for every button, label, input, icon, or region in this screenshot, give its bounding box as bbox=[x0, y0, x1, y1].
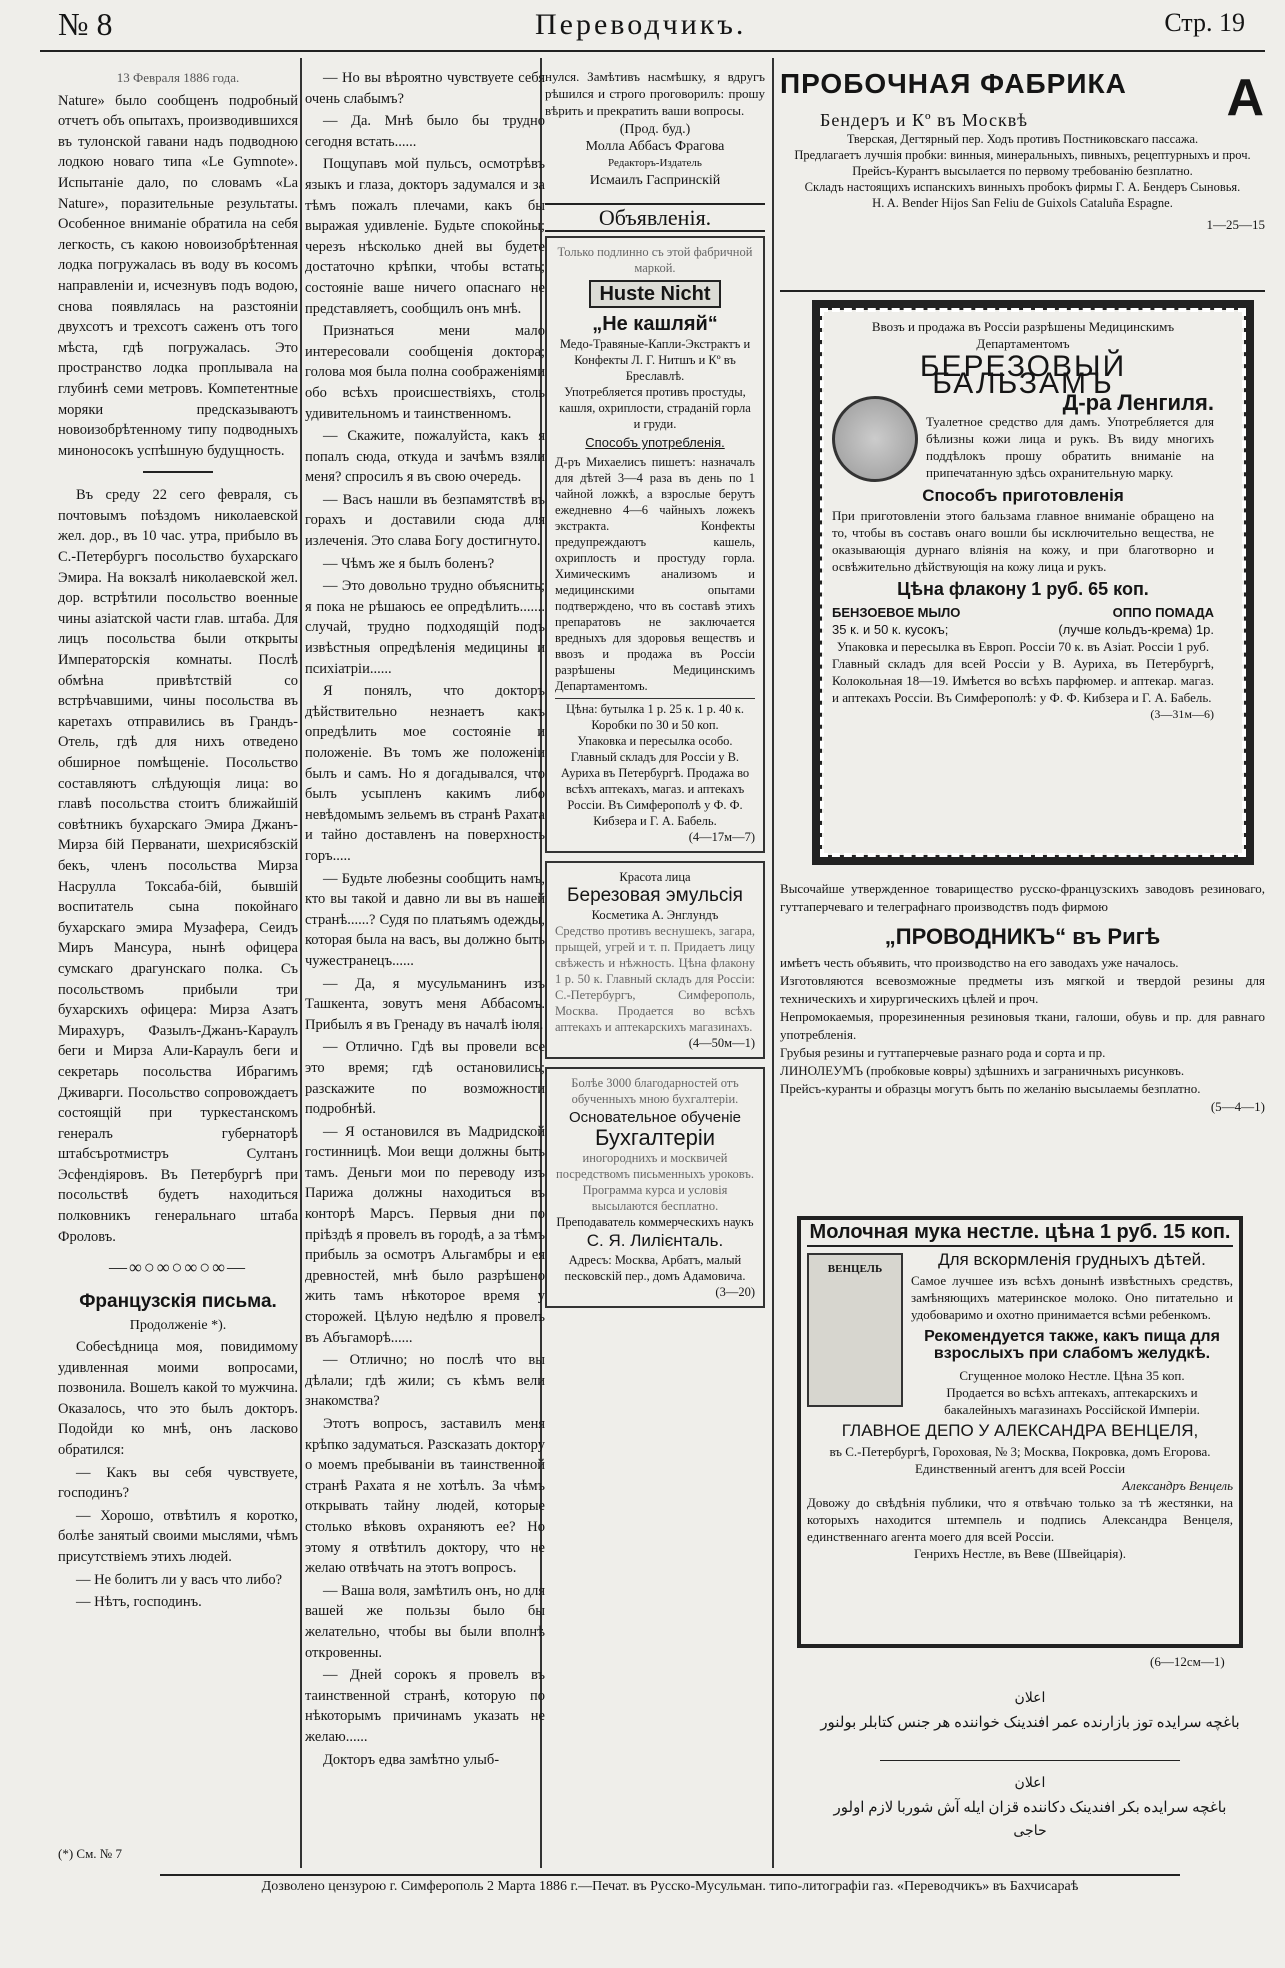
ad-condensed: Сгущенное молоко Нестле. Цѣна 35 коп. bbox=[959, 1368, 1185, 1383]
publisher-name: Исмаилъ Гаспринскій bbox=[589, 173, 721, 188]
story-paragraph: — Отлично. Гдѣ вы провели все это время; гдѣ остановились; разскажите по возможности подробнѣй. bbox=[305, 1039, 545, 1118]
story-paragraph: — Я остановился въ Мадридской гостинницѣ. Мои вещи должны быть тамъ. Деньги мои по переводу изъ Парижа должны находиться въ конторѣ Марсъ. Первыя дни по пріѣздѣ я провелъ въ городѣ, а за тѣмъ прибыль за осмотръ Альгамбры и ея древностей, мнѣ было разрѣшено жить тамъ нѣкоторое время у сторожей. Цѣлую недѣлю я провелъ въ Абъгаморѣ...... bbox=[305, 1123, 545, 1346]
ad-title-line1: Основательное обученіе bbox=[568, 1109, 742, 1126]
story-paragraph: Я понялъ, что докторъ дѣйствительно незнаетъ какъ опредѣлить мое состояніе и положеніе. Въ томъ же положеніи былъ и самъ. Но я догадывался, что былъ усыпленъ какимъ либо невѣдомымъ зельемъ въ странѣ Рахата и тайно доставленъ на поверхность горъ..... bbox=[305, 683, 545, 864]
dialogue-line: — Хорошо, отвѣтилъ я коротко, болѣе занятый своими мыслями, чѣмъ присутствіемъ этихъ людей. bbox=[58, 1507, 298, 1565]
ad-subtitle: Способъ употребленія. bbox=[585, 435, 725, 450]
story-paragraph: — Будьте любезны сообщить намъ, кто вы такой и давно ли вы въ нашей странѣ......? Судя по платьямъ одежды, которая была на васъ, вы должно быть чужестранецъ...... bbox=[305, 870, 545, 969]
story-paragraph: — Да. Мнѣ было бы трудно сегодня встать...... bbox=[305, 113, 545, 150]
ad-subtitle: Для вскормленія грудныхъ дѣтей. bbox=[938, 1250, 1206, 1269]
ad-pomade-price: (лучше кольдъ-крема) 1р. bbox=[1058, 622, 1214, 637]
ad-products bbox=[832, 604, 1214, 621]
ad-line: Прейсъ-куранты и образцы могутъ быть по желанію высылаемы безплатно. bbox=[780, 1081, 1201, 1096]
ad-maker: Косметика А. Энглундъ bbox=[591, 908, 719, 922]
ad-body: иногороднихъ и москвичей посредствомъ письменныхъ уроковъ. Программа курса и условія высылаются бесплатно. bbox=[556, 1151, 754, 1213]
ad-product-prices bbox=[832, 621, 1214, 638]
ad-body: Туалетное средство для дамъ. Употребляется для бѣлизны кожи лица и рукъ. Въ виду многихъ поддѣлокъ прошу обратить вниманіе на припечатанную здѣсь охранительную марку. bbox=[926, 414, 1214, 480]
ad-note: Ввозъ и продажа въ Россіи разрѣшены Медицинскимъ Департаментомъ bbox=[871, 319, 1175, 351]
ad-sold: Продается во всѣхъ аптекахъ, аптекарскихъ и бакалейныхъ магазинахъ Россійской Имперіи. bbox=[944, 1385, 1200, 1417]
ad-rule bbox=[880, 1760, 1180, 1761]
column-divider-3 bbox=[772, 58, 774, 1868]
ad-provodnik-title: „ПРОВОДНИКЪ“ въ Ригѣ bbox=[884, 924, 1161, 949]
ad-depot: Главный складъ для всей Россіи у В. Ауриха, въ Петербургѣ, Колокольная 18—19. Имѣется во всѣхъ парфюмер. и аптекар. магаз. и аптекахъ Россіи. Въ Симферополѣ: у Ф. Ф. Кибзера и Г. А. Бабель. bbox=[832, 656, 1214, 705]
can-label: ВЕНЦЕЛЬ bbox=[827, 1263, 883, 1275]
story-paragraph: Пощупавъ мой пульсъ, осмотрѣвъ языкъ и глаза, докторъ задумался и за тѣмъ пожалъ плечами, какъ бы выражая удивленіе. Будьте спокойны; черезъ нѣсколько дней вы будете достаточно крѣпки, чтобы встать; состояніе ваше ничего опаснаго не представляетъ, сообщилъ онъ мнѣ. bbox=[305, 156, 545, 317]
story-continuation: нулся. Замѣтивъ насмѣшку, я вдругъ рѣшился и строго проговорилъ: прошу вѣрить и прекратить ваши вопросы. bbox=[545, 69, 765, 118]
ad-depot: ГЛАВНОЕ ДЕПО У АЛЕКСАНДРА ВЕНЦЕЛЯ, bbox=[841, 1421, 1199, 1440]
ad-price: Цѣна флакону 1 руб. 65 коп. bbox=[897, 579, 1149, 599]
ad-line: Грубыя резины и гуттаперчевые разнаго рода и сорта и пр. bbox=[780, 1045, 1106, 1060]
dialogue-line: — Не болитъ ли у васъ что либо? bbox=[76, 1571, 283, 1588]
ad-intro: Высочайше утвержденное товарищество русско-французскихъ заводовъ резиноваго, гуттаперчеваго и телеграфнаго производствъ подъ фирмою bbox=[780, 881, 1265, 914]
header-rule bbox=[40, 50, 1265, 52]
nestle-can-image bbox=[807, 1253, 903, 1407]
ad-packing: Упаковка и пересылка особо. bbox=[577, 734, 733, 748]
story-paragraph: Этотъ вопросъ, заставилъ меня крѣпко задуматься. Разсказать доктору о моемъ пребываніи въ таинственной странѣ Рахата я не хотѣлъ. За чѣмъ открывать тайну людей, которые столько вѣковъ охраняютъ ее? Но этому я отвѣтилъ доктору, что не желаю отвѣчать на этотъ вопросъ. bbox=[305, 1416, 545, 1577]
story-paragraph: — Это довольно трудно объяснить; я пока не рѣшаюсь ее опредѣлить....... случай, трудно подходящій подъ извѣстныя опредѣленія медицины и психіатріи...... bbox=[305, 578, 545, 677]
ad-huste-nicht bbox=[545, 236, 765, 853]
ad-description: Медо-Травяные-Капли-Экстрактъ и Конфекты Л. Г. Нитшъ и Кº въ Бреславлѣ. bbox=[559, 337, 751, 383]
issue-number: № 8 bbox=[58, 6, 113, 42]
date-line: 13 Февраля 1886 года. bbox=[116, 70, 240, 85]
ad-soap-price: 35 к. и 50 к. кусокъ; bbox=[832, 622, 949, 637]
ad-teacher-name: С. Я. Лилієнталь. bbox=[586, 1231, 724, 1250]
ad-line: Изготовляются всевозможные предметы изъ мягкой и твердой резины для техническихъ и хирургическихъ цѣлей и проч. bbox=[780, 973, 1265, 1006]
story-paragraph: Докторъ едва замѣтно улыб- bbox=[323, 1751, 500, 1768]
ad-address: въ С.-Петербургѣ, Гороховая, № 3; Москва, Покровка, домъ Егорова. bbox=[829, 1444, 1211, 1459]
ad-title-line2: Бухгалтеріи bbox=[594, 1125, 716, 1150]
ad-body: Средство противъ веснушекъ, загара, прыщей, угрей и т. п. Придаетъ лицу свѣжесть и нѣжность. Цѣна флакону 1 р. 50 к. Главный складъ для Россіи: С.-Петербургъ, Симферополь, Москва. Продается во всѣхъ аптекахъ и аптекарскихъ магазинахъ. bbox=[555, 924, 755, 1034]
censorship-imprint: Дозволено цензурою г. Симферополь 2 Марта 1886 г.—Печат. въ Русско-Мусульман. типо-литографіи газ. «Переводчикъ» въ Бахчисараѣ bbox=[160, 1874, 1180, 1895]
ad-note: Только подлинно съ этой фабричной маркой. bbox=[557, 245, 753, 275]
ad-cork-title: ПРОБОЧНАЯ ФАБРИКА bbox=[780, 68, 1127, 99]
story-paragraph: — Дней сорокъ я провелъ въ таинственной странѣ, которую по нѣкоторымъ причинамъ указать не желаю...... bbox=[305, 1667, 545, 1745]
signature: Александръ Венцель bbox=[1122, 1478, 1233, 1493]
ad-pomade: ОППО ПОМАДА bbox=[1112, 605, 1214, 620]
ad-depot: Главный складъ для Россіи у В. Ауриха въ Петербургѣ. Продажа во всѣхъ аптекахъ, магаз. и аптекахъ Россіи. Въ Симферополѣ у Ф. Ф. Кибзера и Г. А. Бабель. bbox=[560, 750, 750, 828]
huste-nicht-logo: Huste Nicht bbox=[589, 280, 720, 308]
ad-agent: Единственный агентъ для всей Россіи bbox=[914, 1461, 1126, 1476]
story-paragraph: — Да, я мусульманинъ изъ Ташкента, зовутъ меня Аббасомъ. Прибылъ я въ Гренаду въ началѣ іюля. bbox=[305, 975, 545, 1033]
story-paragraph: — Чѣмъ же я былъ боленъ? bbox=[323, 555, 495, 572]
page-number: Стр. 19 bbox=[1164, 8, 1245, 37]
letters-title: Французскія письма. bbox=[79, 1290, 277, 1312]
ad-code: (6—12см—1) bbox=[1150, 1654, 1225, 1669]
ad-cork-address: Тверская, Дегтярный пер. Ходъ противъ Постниковскаго пассажа. bbox=[846, 132, 1199, 146]
ad-product-name: „Не кашляй“ bbox=[592, 313, 718, 335]
ad-line: ЛИНОЛЕУМЪ (пробковые ковры) здѣшнихъ и заграничныхъ рисунковъ. bbox=[780, 1063, 1185, 1078]
ad-nestle bbox=[797, 1216, 1243, 1648]
ad-cork-pricelist: Прейсъ-Курантъ высылается по первому требованію безплатно. bbox=[852, 164, 1193, 178]
ornament-divider: —∞○∞○∞○∞— bbox=[109, 1257, 247, 1278]
ad-soap: БЕНЗОЕВОЕ МЫЛО bbox=[832, 605, 961, 620]
story-paragraph: — Скажите, пожалуйста, какъ я попалъ сюда, откуда и зачѣмъ взяли меня? спросилъ я въ свою очередь. bbox=[305, 428, 545, 486]
ad-code: 1—25—15 bbox=[1206, 217, 1265, 232]
ad-rule bbox=[780, 290, 1265, 292]
announcement-body: باغچه سرایده توز بازارنده عمر افندینک خواننده هر جنس کتابلر بولنور bbox=[820, 1715, 1240, 1731]
dialogue-line: — Какъ вы себя чувствуете, господинъ? bbox=[58, 1464, 298, 1502]
ad-packing: Упаковка и пересылка въ Европ. Россіи 70 к. въ Азіат. Россіи 1 руб. bbox=[836, 639, 1210, 654]
ad-birch-emulsion bbox=[545, 861, 765, 1059]
ad-use: Употребляется противъ простуды, кашля, охриплости, страданій горла и груди. bbox=[559, 385, 751, 431]
page-header bbox=[0, 0, 1285, 50]
announcement-body: باغچه سرایده بکر افندینک دکاننده قزان ایله آش شوربا لازم اولور bbox=[833, 1800, 1227, 1816]
ads-title: Объявленія. bbox=[545, 203, 765, 232]
ad-product-name: Березовая эмульсія bbox=[567, 885, 743, 906]
announcement-heading: اعلان bbox=[1014, 1776, 1046, 1791]
ad-nestle-title: Молочная мука нестле. цѣна 1 руб. 15 коп. bbox=[807, 1224, 1233, 1247]
story-paragraph: — Ваша воля, замѣтилъ онъ, но для вашей же пользы было бы желательно, чтобы вы были вполнѣ откровенны. bbox=[305, 1582, 545, 1661]
ad-birch-balsam bbox=[832, 318, 1214, 723]
story-paragraph: — Но вы вѣроятно чувствуете себя очень слабымъ? bbox=[305, 70, 545, 107]
footnote: (*) См. № 7 bbox=[58, 1846, 122, 1861]
announcement-heading: اعلان bbox=[1014, 1691, 1046, 1706]
ad-code: (5—4—1) bbox=[1210, 1099, 1265, 1114]
ad-body-2: При приготовленіи этого бальзама главное вниманіе обращено на то, чтобы въ составъ онаго вошли бы исключительно вещества, не оказывающія дурнаго вліянія на кожу, и при благотворно и освѣжительно дѣйствующія на кожу лица и рукъ. bbox=[832, 508, 1214, 574]
story-paragraph: — Васъ нашли въ безпамятствѣ въ горахъ и доставили сюда для излеченія. Это слава Богу достигнуто. bbox=[305, 491, 545, 550]
ad-provodnik bbox=[780, 880, 1265, 1116]
ad-cork-firm: Бендеръ и Кº въ Москвѣ bbox=[820, 110, 1029, 130]
to-be-continued: (Прод. буд.) bbox=[619, 122, 691, 137]
ad-price: Цѣна: бутылка 1 р. 25 к. 1 р. 40 к. Коробки по 30 и 50 коп. bbox=[555, 698, 755, 733]
column-3 bbox=[545, 68, 765, 1316]
ad-code: (4—50м—1) bbox=[688, 1036, 755, 1050]
ad-address: Адресъ: Москва, Арбатъ, малый песковскій пер., домъ Адамовича. bbox=[564, 1253, 746, 1283]
ad-cork-warehouse: Складъ настоящихъ испанскихъ винныхъ пробокъ фирмы Г. А. Бендеръ Сыновья. bbox=[804, 180, 1241, 194]
ad-line: Непромокаемыя, прорезиненныя резиновыя ткани, галоши, обувь и пр. для равнаго употребленія. bbox=[780, 1009, 1265, 1042]
ad-cork-offer: Предлагаетъ лучшія пробки: винныя, минеральныхъ, пивныхъ, рецептурныхъ и проч. bbox=[794, 148, 1251, 162]
editor-name: Молла Аббасъ Фрагова bbox=[585, 139, 725, 154]
newspaper-title: Переводчикъ. bbox=[535, 8, 747, 41]
ad-bookkeeping bbox=[545, 1067, 765, 1308]
ad-code: (4—17м—7) bbox=[688, 830, 755, 844]
ad-warning: Довожу до свѣдѣнія публики, что я отвѣчаю только за тѣ жестянки, на которыхъ находится штемпель и подпись Александра Венцеля, единственнаго агента моего для всей Россіи. bbox=[807, 1495, 1233, 1544]
ad-balsam-title: БЕРЕЗОВЫЙ БАЛЬЗАМЪ bbox=[919, 350, 1127, 400]
letters-body: Собесѣдница моя, повидимому удивленная моими вопросами, позвонила. Вошелъ какой то мужчина. Оказалось, что это былъ докторъ. Подойди ко мнѣ, онъ ласково обратился: bbox=[58, 1339, 298, 1458]
letters-subtitle: Продолженіе *). bbox=[129, 1318, 227, 1334]
column-2 bbox=[305, 68, 545, 1772]
ad-code: (3—20) bbox=[715, 1285, 755, 1299]
ad-code: (3—31м—6) bbox=[1150, 707, 1214, 721]
ad-body: Д-ръ Михаелисъ пишетъ: назначалъ для дѣтей 3—4 раза въ день по 1 чайной ложкѣ, а взрослые берутъ ежедневно 4—6 чайныхъ ложекъ экстракта. Конфекты предупреждаютъ кашель, охриплость и простуду горла. Химическимъ анализомъ и медицинскими опытами подтверждено, что въ составѣ этихъ препаратовъ не заключается вредныхъ для здоровья веществъ и ввозъ и продажа въ Россіи разрѣшены Медицинскимъ Департаментомъ. bbox=[555, 455, 755, 693]
ad-balsam-doctor: Д-ра Ленгиля. bbox=[1062, 390, 1214, 415]
ad-body: Самое лучшее изъ всѣхъ донынѣ извѣстныхъ средствъ, замѣняющихъ материнское молоко. Оно питательно и удобоваримо и охотно принимается всѣми ребенкомъ. bbox=[911, 1273, 1233, 1322]
announcement-tail: حاجی bbox=[1013, 1824, 1047, 1839]
announcement-2 bbox=[800, 1775, 1260, 1840]
ad-cork-spanish: H. A. Bender Hijos San Feliu de Guixols Cataluña Espagne. bbox=[872, 196, 1173, 210]
editor-role: Редакторъ-Издатель bbox=[608, 157, 702, 169]
story-paragraph: Признаться мени мало интересовали сообщенія доктора; голова моя была полна соображеніями обо всѣхъ происшествіяхъ, столь удивительномъ и таинственномъ. bbox=[305, 323, 545, 422]
column-divider-1 bbox=[300, 58, 302, 1868]
article-submarine: Nature» было сообщенъ подробный отчетъ объ опытахъ, производившихся въ тулонской гавани надъ подводною лодкою новаго типа «Le Gymnote». Испытаніе дало, по словамъ «La Nature», поразительные результаты. Особенное вниманіе обратила на себя легкость, съ какою новоизобрѣтенная лодка погружалась въ воду въ косомъ направленіи и, исчезнувъ подъ водою, снова появлялась на разстояніи двухсотъ и трехсотъ саженъ отъ того мѣста, гдѣ погружалась. Это пространство лодка проплывала на глубинѣ семи метровъ. Компетентные моряки предсказываютъ новоизобрѣтенному типу подводныхъ миноносокъ успѣшную будущность. bbox=[58, 92, 298, 459]
column-1 bbox=[58, 68, 298, 1615]
ad-teacher-role: Преподаватель коммерческихъ наукъ bbox=[556, 1215, 754, 1229]
ad-recommend: Рекомендуется также, какъ пища для взрослыхъ при слабомъ желудкѣ. bbox=[924, 1328, 1220, 1362]
ad-line: имѣетъ честь объявить, что производство на его заводахъ уже началось. bbox=[780, 955, 1179, 970]
dialogue-line: — Нѣтъ, господинъ. bbox=[76, 1594, 202, 1611]
ad-cork-initial: А bbox=[1226, 69, 1265, 127]
article-separator bbox=[143, 471, 213, 473]
story-paragraph: — Отлично; но послѣ что вы дѣлали; гдѣ жили; съ кѣмъ вели знакомства? bbox=[305, 1352, 545, 1410]
ad-maker: Генрихъ Нестле, въ Веве (Швейцарія). bbox=[914, 1546, 1126, 1561]
announcement-1 bbox=[800, 1690, 1260, 1732]
ad-cork-factory bbox=[780, 68, 1265, 233]
ad-note: Болѣе 3000 благодарностей отъ обученныхъ мною бухгалтеріи. bbox=[571, 1076, 739, 1106]
article-bukhara-embassy: Въ среду 22 сего февраля, съ почтовымъ поѣздомъ николаевской жел. дор., въ 10 час. утра, прибыло въ С.-Петербургъ посольство бухарскаго Эмира. На вокзалѣ николаевской жел. дор. встрѣтили посольство военные чины азіатской части глав. штаба. Для лицъ посольства были открыты Императорскія комнаты. Послѣ обмѣна привѣтствій со встрѣчавшими, чины посольства въ каретахъ отправились въ Грандъ-Отель, гдѣ для нихъ отведено обширное помѣщеніе. Посольство составляютъ слѣдующія лица: во главѣ посольства стоитъ ближайшій совѣтникъ бухарскаго Эмира Джанъ-Мирза бій Перванати, шехрисябзскій бекъ, членъ посольства Мирза Насрулла Токсаба-бій, бывшій воспитатель сына покойнаго бухарскаго эмира Музафера, Сеидъ Миръ Мансура, нынѣ офицера сумскаго драгунскаго полка. Съ посольствомъ прибыли три бухарскихъ офицера: Мирза Азатъ Мирахуръ, Фазылъ-Джанъ-Караулъ беги и Мирза Али-Караулъ беги и секретарь посольства Ибрагимъ Дживарги. Посольство сопровождаетъ состоящій при туркестанскомъ генералъ губернаторѣ штабсъротмистръ Султанъ Эсфендіяровъ. Въ Петербургѣ при посольствѣ будетъ находиться полковникъ генеральнаго штаба Фроловъ. bbox=[58, 487, 298, 1245]
ad-note: Красота лица bbox=[619, 870, 691, 884]
ad-subtitle: Способъ приготовленія bbox=[922, 486, 1124, 505]
seal-image bbox=[832, 396, 918, 482]
